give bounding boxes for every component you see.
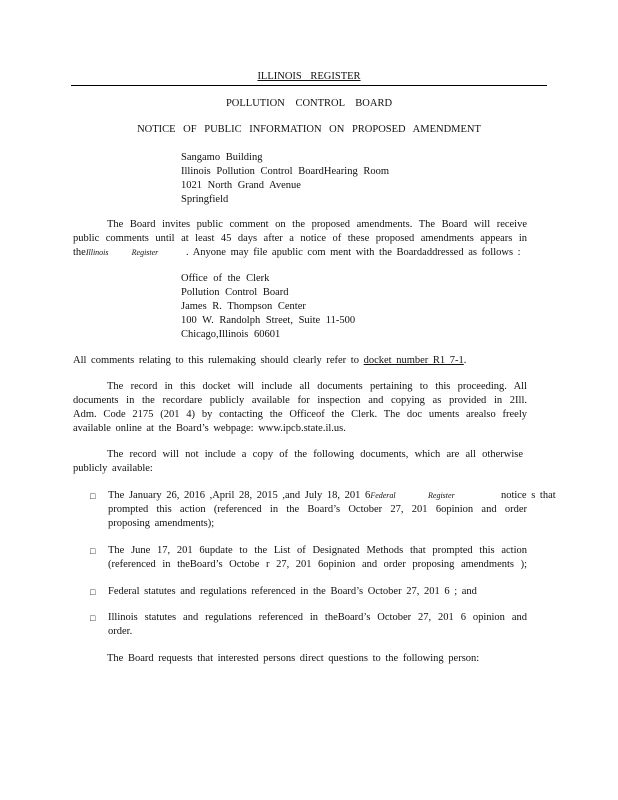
paragraph-line: Federal statutes and regulations referenced in the Board’s October 27, 201 6 ; and bbox=[108, 586, 477, 597]
text-run: notice s that bbox=[500, 490, 556, 501]
register-header bbox=[0, 71, 618, 82]
docket-number: docket number R1 7-1 bbox=[363, 355, 464, 366]
header-rule bbox=[71, 85, 547, 86]
paragraph-line bbox=[73, 246, 527, 260]
text-run: the bbox=[73, 247, 86, 258]
paragraph-line bbox=[108, 489, 556, 503]
text-run: The January 26, 2016 ,April 28, 2015 ,and July 18, 201 6 bbox=[108, 490, 371, 501]
register-title: ILLINOIS REGISTER bbox=[257, 71, 361, 82]
location-line: Sangamo Building bbox=[181, 152, 263, 163]
paragraph-line: The record in this docket will include all documents pertaining to this proceeding. All bbox=[107, 381, 527, 392]
paragraph-line: (referenced in theBoard’s Octobe r 27, 201 6opinion and order proposing amendments ); bbox=[108, 559, 527, 570]
bullet-item bbox=[108, 611, 527, 639]
paragraph-line: prompted this action (referenced in the Board’s October 27, 201 6opinion and order bbox=[108, 504, 527, 515]
address-line: Chicago,Illinois 60601 bbox=[181, 329, 281, 340]
location-line: Illinois Pollution Control BoardHearing Room bbox=[181, 166, 389, 177]
location-line: Springfield bbox=[181, 194, 229, 205]
bullet-item bbox=[108, 489, 556, 531]
text-run: All comments relating to this rulemaking should clearly refer to bbox=[73, 355, 359, 366]
paragraph-line: publicly available: bbox=[73, 463, 153, 474]
paragraph-line: order. bbox=[108, 626, 133, 637]
bullet-item bbox=[108, 585, 527, 599]
closing-paragraph: The Board requests that interested persons direct questions to the following person: bbox=[107, 653, 480, 664]
bullet-item bbox=[108, 544, 527, 572]
agency-title: POLLUTION CONTROL BOARD bbox=[225, 98, 393, 109]
italic-federal: Federal bbox=[370, 491, 396, 500]
paragraph-line: Illinois statutes and regulations referenced in theBoard’s October 27, 201 6 opinion and bbox=[108, 612, 527, 623]
comment-paragraph bbox=[73, 218, 527, 260]
bullet-box-icon: □ bbox=[90, 587, 96, 597]
address-line: James R. Thompson Center bbox=[181, 301, 306, 312]
italic-register: Register bbox=[428, 491, 455, 500]
paragraph-line: The record will not include a copy of the following documents, which are all otherwise bbox=[107, 449, 523, 460]
italic-register: Register bbox=[131, 248, 159, 257]
notice-title: NOTICE OF PUBLIC INFORMATION ON PROPOSED AMENDMENT bbox=[137, 124, 481, 135]
paragraph-line: Adm. Code 2175 (201 4) by contacting the Officeof the Clerk. The doc uments arealso freely bbox=[73, 409, 527, 420]
bullet-box-icon: □ bbox=[90, 613, 96, 623]
not-included-paragraph bbox=[73, 448, 523, 476]
address-line: Pollution Control Board bbox=[181, 287, 289, 298]
paragraph-line: available online at the Board’s webpage: www.ipcb.state.il.us. bbox=[73, 423, 346, 434]
bullet-box-icon: □ bbox=[90, 491, 96, 501]
text-run: . bbox=[463, 355, 467, 366]
paragraph-line: public comments until at least 45 days after a notice of these proposed amendments appears in bbox=[73, 233, 527, 244]
text-run: . Anyone may file apublic com ment with the Boardaddressed as follows : bbox=[186, 247, 521, 258]
paragraph-line: documents in the recordare publicly available for inspection and copying as provided in 2Ill. bbox=[73, 395, 527, 406]
address-line: Office of the Clerk bbox=[181, 273, 270, 284]
comments-line bbox=[73, 354, 533, 368]
hearing-location bbox=[181, 151, 389, 207]
italic-illinois: Illinois bbox=[85, 248, 109, 257]
paragraph-line: proposing amendments); bbox=[108, 518, 215, 529]
record-paragraph bbox=[73, 380, 527, 436]
paragraph-line: The June 17, 201 6update to the List of Designated Methods that prompted this action bbox=[108, 545, 527, 556]
location-line: 1021 North Grand Avenue bbox=[181, 180, 301, 191]
clerk-address bbox=[181, 272, 355, 342]
paragraph-line: The Board invites public comment on the proposed amendments. The Board will receive bbox=[107, 219, 527, 230]
address-line: 100 W. Randolph Street, Suite 11-500 bbox=[181, 315, 356, 326]
bullet-box-icon: □ bbox=[90, 546, 96, 556]
